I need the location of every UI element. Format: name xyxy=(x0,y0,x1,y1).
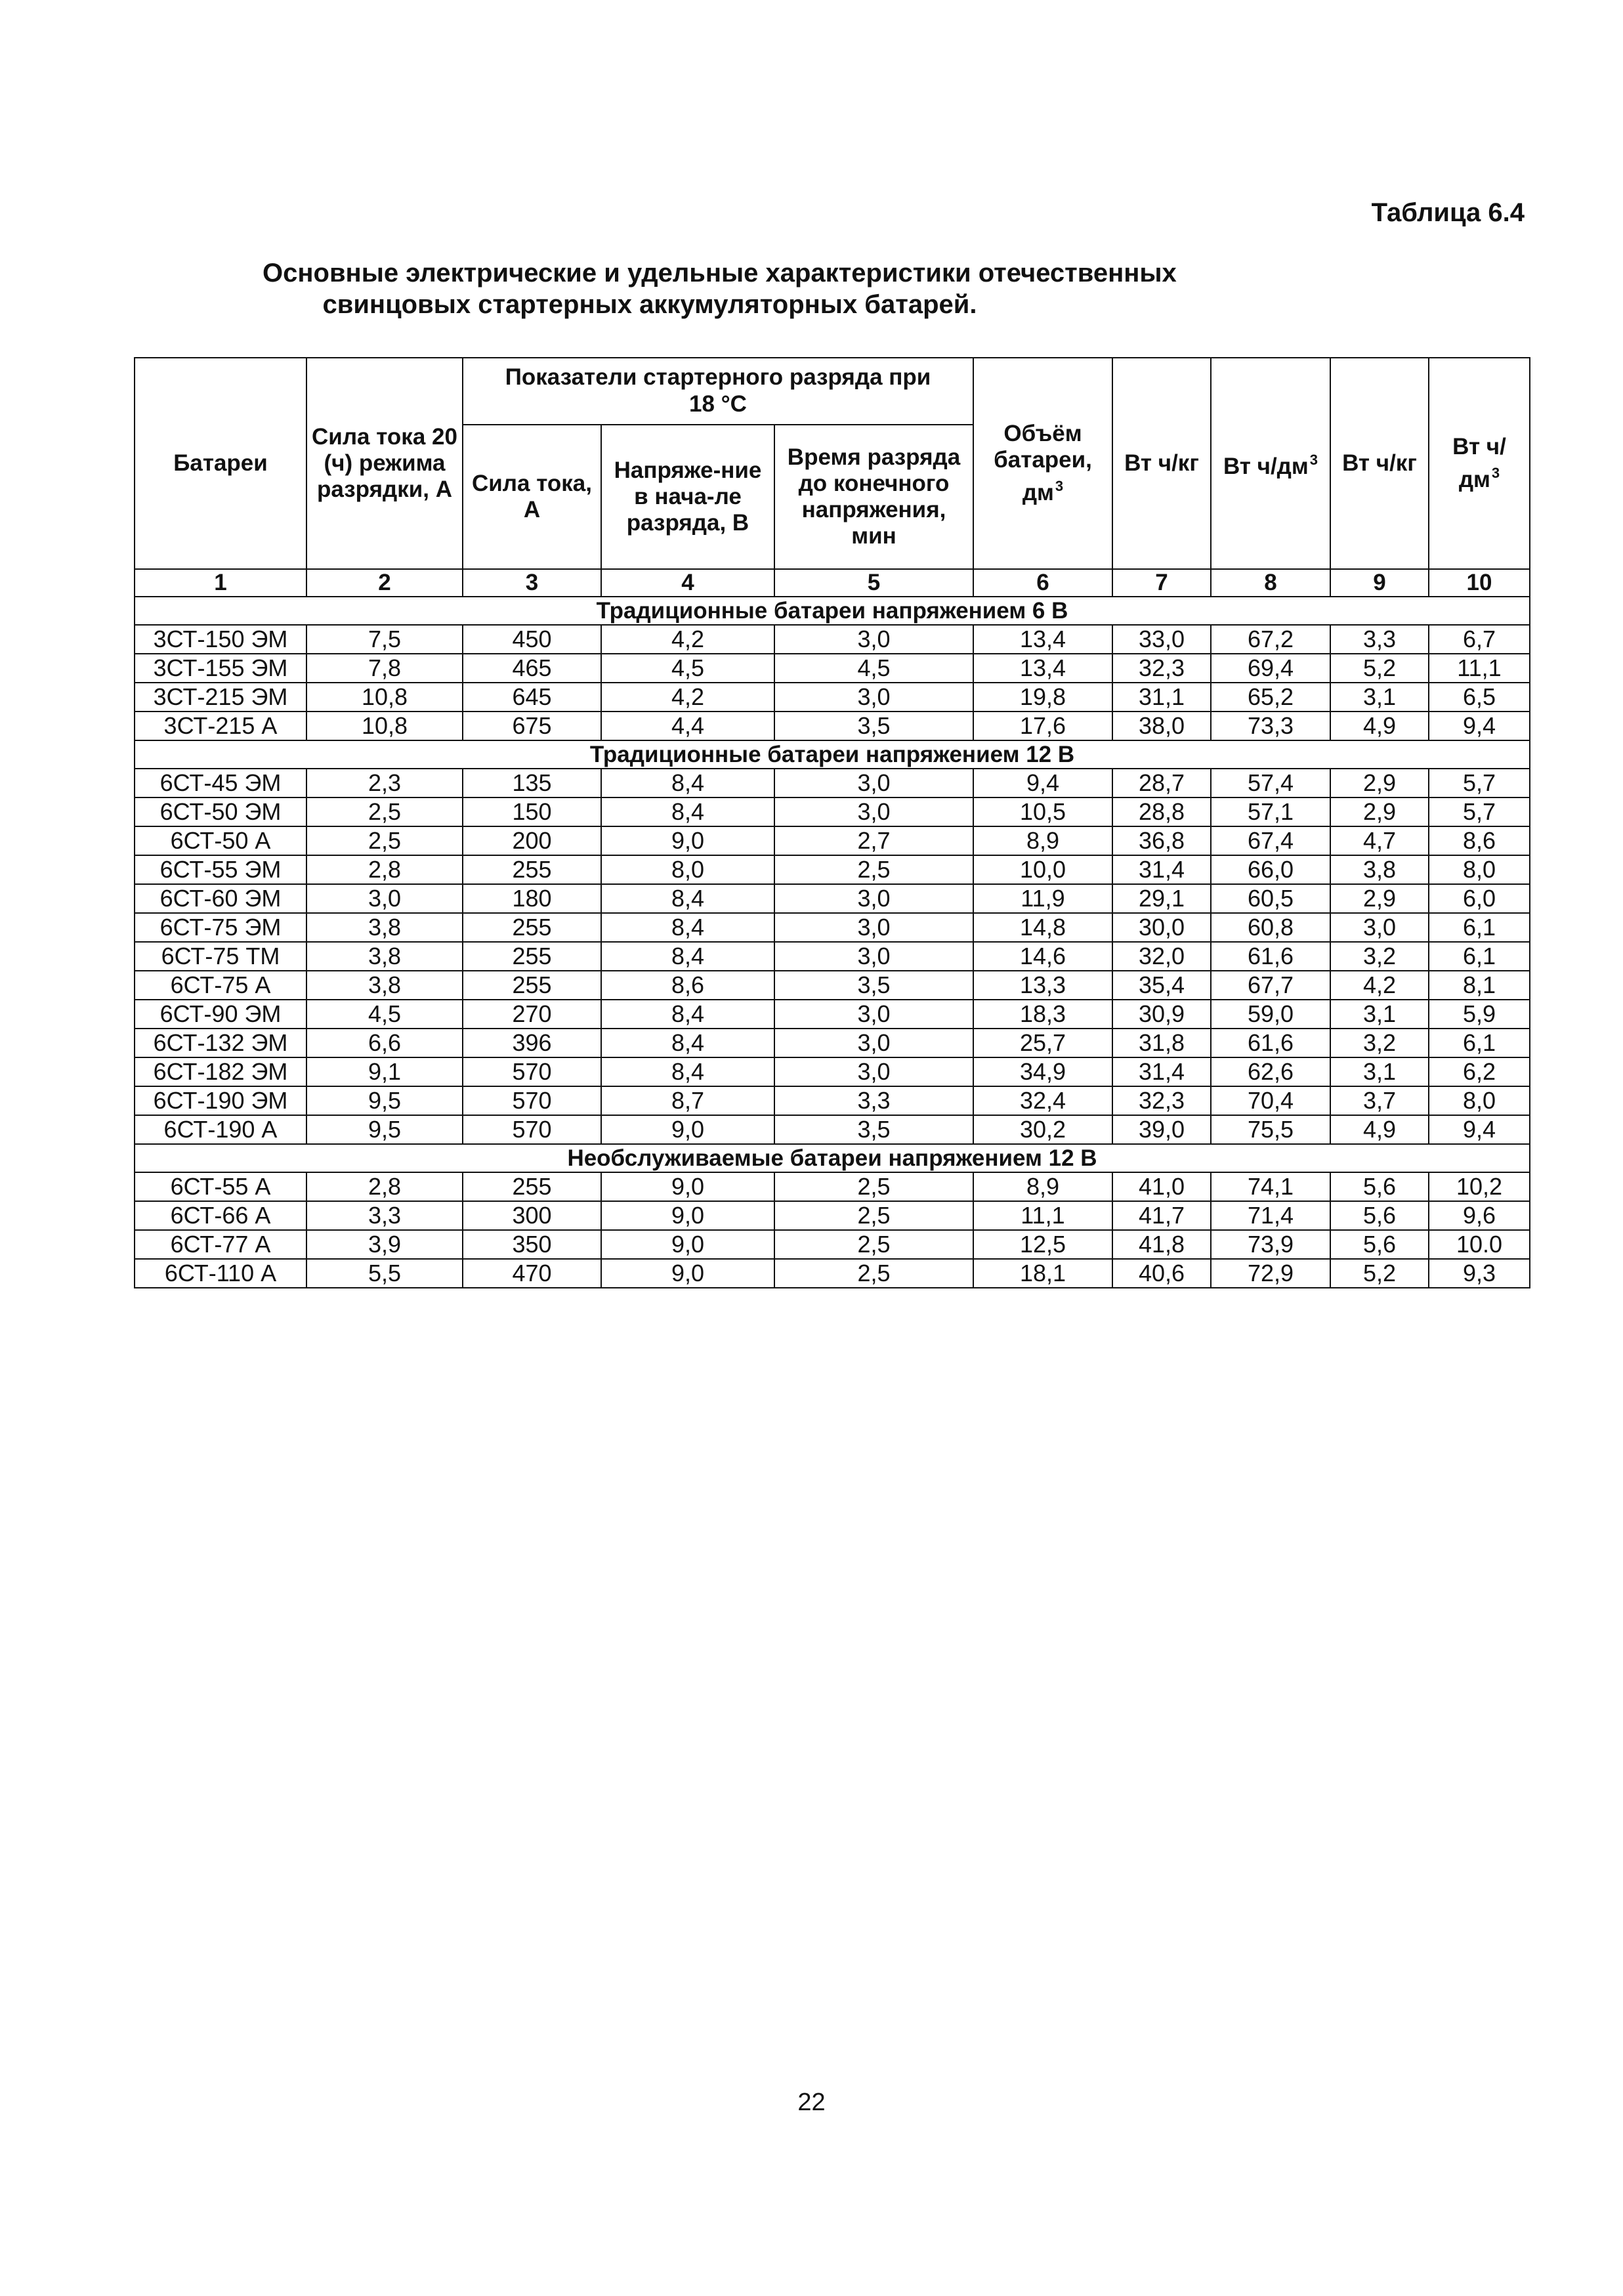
table-cell: 67,2 xyxy=(1211,625,1330,654)
table-cell: 3,0 xyxy=(306,884,463,913)
table-cell: 67,7 xyxy=(1211,971,1330,1000)
header-wh-kg-2: Вт ч/кг xyxy=(1330,358,1429,569)
table-cell: 8,4 xyxy=(601,1029,774,1057)
table-cell: 30,2 xyxy=(973,1115,1112,1144)
table-cell: 3,8 xyxy=(1330,855,1429,884)
table-cell: 3,5 xyxy=(774,712,973,740)
table-cell: 8,0 xyxy=(1429,1086,1530,1115)
table-label: Таблица 6.4 xyxy=(1371,198,1525,227)
table-cell: 3,5 xyxy=(774,971,973,1000)
table-cell: 31,8 xyxy=(1112,1029,1211,1057)
table-cell: 3,2 xyxy=(1330,942,1429,971)
battery-model: 6СТ-190 ЭМ xyxy=(135,1086,306,1115)
table-cell: 200 xyxy=(463,826,601,855)
battery-model: 6СТ-75 ТМ xyxy=(135,942,306,971)
table-cell: 8,1 xyxy=(1429,971,1530,1000)
table-cell: 5,6 xyxy=(1330,1201,1429,1230)
column-number: 8 xyxy=(1211,569,1330,597)
table-cell: 5,6 xyxy=(1330,1230,1429,1259)
header-wh-dm-1 xyxy=(1211,358,1330,569)
table-cell: 32,4 xyxy=(973,1086,1112,1115)
column-number: 2 xyxy=(306,569,463,597)
table-cell: 2,9 xyxy=(1330,797,1429,826)
table-cell: 570 xyxy=(463,1086,601,1115)
title-line-1: Основные электрические и удельные характеристики отечественных xyxy=(263,259,1177,287)
table-cell: 5,5 xyxy=(306,1259,463,1288)
table-cell: 8,9 xyxy=(973,1172,1112,1201)
table-cell: 2,5 xyxy=(774,1172,973,1201)
table-cell: 57,4 xyxy=(1211,769,1330,797)
table-cell: 73,9 xyxy=(1211,1230,1330,1259)
table-row xyxy=(135,1000,1530,1029)
table-cell: 9,5 xyxy=(306,1115,463,1144)
header-voltage: Напряже-ние в нача-ле разряда, В xyxy=(601,425,774,569)
battery-model: 6СТ-190 А xyxy=(135,1115,306,1144)
table-cell: 6,6 xyxy=(306,1029,463,1057)
table-cell: 7,5 xyxy=(306,625,463,654)
battery-model: 6СТ-45 ЭМ xyxy=(135,769,306,797)
table-cell: 6,1 xyxy=(1429,913,1530,942)
header-time: Время разряда до конечного напряжения, мин xyxy=(774,425,973,569)
table-cell: 645 xyxy=(463,683,601,712)
table-cell: 9,3 xyxy=(1429,1259,1530,1288)
table-row xyxy=(135,971,1530,1000)
table-row xyxy=(135,942,1530,971)
battery-model: 3СТ-150 ЭМ xyxy=(135,625,306,654)
table-cell: 8,4 xyxy=(601,942,774,971)
column-number: 10 xyxy=(1429,569,1530,597)
table-row xyxy=(135,1086,1530,1115)
table-cell: 6,7 xyxy=(1429,625,1530,654)
table-cell: 74,1 xyxy=(1211,1172,1330,1201)
section-title: Необслуживаемые батареи напряжением 12 В xyxy=(135,1144,1530,1172)
battery-model: 6СТ-50 А xyxy=(135,826,306,855)
header-wh-dm-1-text: Вт ч/дм xyxy=(1223,454,1309,479)
table-row xyxy=(135,1057,1530,1086)
table-cell: 8,7 xyxy=(601,1086,774,1115)
table-cell: 28,7 xyxy=(1112,769,1211,797)
table-cell: 6,2 xyxy=(1429,1057,1530,1086)
table-cell: 10,2 xyxy=(1429,1172,1530,1201)
header-starter-temperature: 18 °С xyxy=(689,391,747,417)
table-cell: 9,0 xyxy=(601,1201,774,1230)
column-number: 4 xyxy=(601,569,774,597)
table-cell: 14,6 xyxy=(973,942,1112,971)
battery-characteristics-table xyxy=(134,357,1530,1288)
table-cell: 396 xyxy=(463,1029,601,1057)
battery-model: 6СТ-55 ЭМ xyxy=(135,855,306,884)
table-cell: 3,0 xyxy=(774,1000,973,1029)
table-cell: 9,4 xyxy=(1429,712,1530,740)
table-cell: 65,2 xyxy=(1211,683,1330,712)
table-cell: 11,9 xyxy=(973,884,1112,913)
column-number: 1 xyxy=(135,569,306,597)
table-cell: 35,4 xyxy=(1112,971,1211,1000)
table-cell: 465 xyxy=(463,654,601,683)
table-cell: 41,7 xyxy=(1112,1201,1211,1230)
column-numbers-row xyxy=(135,569,1530,597)
table-cell: 32,3 xyxy=(1112,1086,1211,1115)
table-cell: 8,4 xyxy=(601,913,774,942)
table-cell: 32,0 xyxy=(1112,942,1211,971)
battery-model: 3СТ-155 ЭМ xyxy=(135,654,306,683)
table-cell: 9,0 xyxy=(601,826,774,855)
battery-model: 6СТ-75 ЭМ xyxy=(135,913,306,942)
table-cell: 570 xyxy=(463,1115,601,1144)
table-cell: 135 xyxy=(463,769,601,797)
table-cell: 9,5 xyxy=(306,1086,463,1115)
table-cell: 59,0 xyxy=(1211,1000,1330,1029)
section-row xyxy=(135,740,1530,769)
table-cell: 13,3 xyxy=(973,971,1112,1000)
table-cell: 8,0 xyxy=(1429,855,1530,884)
battery-model: 6СТ-50 ЭМ xyxy=(135,797,306,826)
table-cell: 2,8 xyxy=(306,1172,463,1201)
table-cell: 2,7 xyxy=(774,826,973,855)
header-batteries: Батареи xyxy=(135,358,306,569)
table-cell: 570 xyxy=(463,1057,601,1086)
table-cell: 2,5 xyxy=(774,1201,973,1230)
table-cell: 12,5 xyxy=(973,1230,1112,1259)
table-cell: 3,8 xyxy=(306,913,463,942)
table-cell: 4,9 xyxy=(1330,1115,1429,1144)
table-cell: 69,4 xyxy=(1211,654,1330,683)
table-cell: 13,4 xyxy=(973,654,1112,683)
table-cell: 2,8 xyxy=(306,855,463,884)
table-cell: 4,9 xyxy=(1330,712,1429,740)
table-cell: 60,5 xyxy=(1211,884,1330,913)
table-cell: 2,9 xyxy=(1330,769,1429,797)
battery-model: 3СТ-215 А xyxy=(135,712,306,740)
table-cell: 2,5 xyxy=(774,855,973,884)
table-cell: 3,0 xyxy=(774,913,973,942)
table-cell: 66,0 xyxy=(1211,855,1330,884)
table-cell: 61,6 xyxy=(1211,1029,1330,1057)
table-cell: 71,4 xyxy=(1211,1201,1330,1230)
table-cell: 3,8 xyxy=(306,942,463,971)
table-row xyxy=(135,625,1530,654)
table-row xyxy=(135,654,1530,683)
table-cell: 3,1 xyxy=(1330,1000,1429,1029)
table-cell: 38,0 xyxy=(1112,712,1211,740)
table-cell: 39,0 xyxy=(1112,1115,1211,1144)
table-cell: 9,6 xyxy=(1429,1201,1530,1230)
table-row xyxy=(135,1029,1530,1057)
battery-model: 6СТ-77 А xyxy=(135,1230,306,1259)
table-cell: 31,4 xyxy=(1112,1057,1211,1086)
table-cell: 9,4 xyxy=(1429,1115,1530,1144)
table-cell: 255 xyxy=(463,942,601,971)
header-wh-dm-2 xyxy=(1429,358,1530,569)
header-volume-sup: 3 xyxy=(1055,478,1064,494)
header-wh-dm-2-sup: 3 xyxy=(1491,465,1500,481)
header-volume xyxy=(973,358,1112,569)
table-cell: 33,0 xyxy=(1112,625,1211,654)
table-cell: 5,2 xyxy=(1330,1259,1429,1288)
table-cell: 2,5 xyxy=(774,1259,973,1288)
table-cell: 3,2 xyxy=(1330,1029,1429,1057)
table-cell: 3,3 xyxy=(774,1086,973,1115)
table-cell: 3,9 xyxy=(306,1230,463,1259)
table-cell: 4,4 xyxy=(601,712,774,740)
table-cell: 8,4 xyxy=(601,769,774,797)
table-cell: 67,4 xyxy=(1211,826,1330,855)
table-cell: 300 xyxy=(463,1201,601,1230)
battery-model: 6СТ-182 ЭМ xyxy=(135,1057,306,1086)
battery-model: 6СТ-132 ЭМ xyxy=(135,1029,306,1057)
table-cell: 8,4 xyxy=(601,1057,774,1086)
table-cell: 5,2 xyxy=(1330,654,1429,683)
table-cell: 60,8 xyxy=(1211,913,1330,942)
table-cell: 4,7 xyxy=(1330,826,1429,855)
table-cell: 41,0 xyxy=(1112,1172,1211,1201)
table-cell: 255 xyxy=(463,1172,601,1201)
table-cell: 255 xyxy=(463,913,601,942)
column-number: 7 xyxy=(1112,569,1211,597)
document-title xyxy=(263,257,1177,320)
header-current: Сила тока, А xyxy=(463,425,601,569)
table-cell: 2,3 xyxy=(306,769,463,797)
table-cell: 6,5 xyxy=(1429,683,1530,712)
table-cell: 31,4 xyxy=(1112,855,1211,884)
table-row xyxy=(135,1172,1530,1201)
column-number: 6 xyxy=(973,569,1112,597)
table-cell: 8,6 xyxy=(601,971,774,1000)
table-cell: 75,5 xyxy=(1211,1115,1330,1144)
table-row xyxy=(135,1201,1530,1230)
table-cell: 11,1 xyxy=(973,1201,1112,1230)
table-cell: 255 xyxy=(463,855,601,884)
section-title: Традиционные батареи напряжением 6 В xyxy=(135,597,1530,625)
table-cell: 8,0 xyxy=(601,855,774,884)
header-wh-kg-1: Вт ч/кг xyxy=(1112,358,1211,569)
table-row xyxy=(135,1230,1530,1259)
table-cell: 3,0 xyxy=(774,1057,973,1086)
table-cell: 9,0 xyxy=(601,1115,774,1144)
table-cell: 30,0 xyxy=(1112,913,1211,942)
table-row xyxy=(135,855,1530,884)
table-cell: 40,6 xyxy=(1112,1259,1211,1288)
title-line-2: свинцовых стартерных аккумуляторных батарей. xyxy=(322,290,977,319)
table-cell: 3,0 xyxy=(774,683,973,712)
table-cell: 30,9 xyxy=(1112,1000,1211,1029)
header-wh-dm-2-text: Вт ч/дм xyxy=(1452,434,1506,492)
battery-model: 6СТ-66 А xyxy=(135,1201,306,1230)
table-cell: 3,0 xyxy=(774,942,973,971)
table-cell: 3,5 xyxy=(774,1115,973,1144)
table-cell: 13,4 xyxy=(973,625,1112,654)
table-cell: 150 xyxy=(463,797,601,826)
table-body xyxy=(135,569,1530,1288)
table-row xyxy=(135,797,1530,826)
table-cell: 4,2 xyxy=(1330,971,1429,1000)
table-cell: 255 xyxy=(463,971,601,1000)
table-cell: 9,0 xyxy=(601,1230,774,1259)
table-cell: 5,7 xyxy=(1429,797,1530,826)
table-row xyxy=(135,1259,1530,1288)
table-cell: 61,6 xyxy=(1211,942,1330,971)
table-cell: 4,5 xyxy=(601,654,774,683)
table-cell: 28,8 xyxy=(1112,797,1211,826)
section-row xyxy=(135,597,1530,625)
table-cell: 10,5 xyxy=(973,797,1112,826)
table-cell: 350 xyxy=(463,1230,601,1259)
table-cell: 3,3 xyxy=(1330,625,1429,654)
table-cell: 3,7 xyxy=(1330,1086,1429,1115)
table-cell: 3,8 xyxy=(306,971,463,1000)
table-cell: 18,3 xyxy=(973,1000,1112,1029)
table-cell: 8,9 xyxy=(973,826,1112,855)
section-row xyxy=(135,1144,1530,1172)
table-cell: 2,5 xyxy=(306,826,463,855)
table-cell: 2,5 xyxy=(774,1230,973,1259)
table-row xyxy=(135,913,1530,942)
page-number: 22 xyxy=(797,2089,826,2116)
header-wh-dm-1-sup: 3 xyxy=(1309,452,1318,468)
table-cell: 675 xyxy=(463,712,601,740)
table-cell: 11,1 xyxy=(1429,654,1530,683)
table-cell: 8,4 xyxy=(601,1000,774,1029)
header-volume-text: Объём батареи, дм xyxy=(994,421,1092,505)
table-cell: 32,3 xyxy=(1112,654,1211,683)
table-cell: 3,0 xyxy=(774,884,973,913)
table-cell: 10.0 xyxy=(1429,1230,1530,1259)
table-cell: 14,8 xyxy=(973,913,1112,942)
section-title: Традиционные батареи напряжением 12 В xyxy=(135,740,1530,769)
table-cell: 3,0 xyxy=(774,1029,973,1057)
table-cell: 3,0 xyxy=(774,625,973,654)
table-row xyxy=(135,884,1530,913)
table-cell: 7,8 xyxy=(306,654,463,683)
table-cell: 31,1 xyxy=(1112,683,1211,712)
header-current-20h: Сила тока 20 (ч) режима разрядки, А xyxy=(306,358,463,569)
table-cell: 34,9 xyxy=(973,1057,1112,1086)
table-cell: 70,4 xyxy=(1211,1086,1330,1115)
table-cell: 4,5 xyxy=(774,654,973,683)
table-cell: 270 xyxy=(463,1000,601,1029)
table-cell: 18,1 xyxy=(973,1259,1112,1288)
column-number: 3 xyxy=(463,569,601,597)
table-cell: 5,7 xyxy=(1429,769,1530,797)
table-cell: 3,0 xyxy=(774,769,973,797)
table-cell: 4,2 xyxy=(601,625,774,654)
table-cell: 2,9 xyxy=(1330,884,1429,913)
header-starter-discharge xyxy=(463,358,973,425)
table-cell: 9,1 xyxy=(306,1057,463,1086)
column-number: 9 xyxy=(1330,569,1429,597)
table-cell: 3,0 xyxy=(1330,913,1429,942)
table-cell: 19,8 xyxy=(973,683,1112,712)
table-cell: 3,3 xyxy=(306,1201,463,1230)
table-row xyxy=(135,826,1530,855)
table-cell: 29,1 xyxy=(1112,884,1211,913)
table-cell: 4,2 xyxy=(601,683,774,712)
column-number: 5 xyxy=(774,569,973,597)
header-starter-text: Показатели стартерного разряда при xyxy=(505,364,931,390)
table-cell: 9,0 xyxy=(601,1259,774,1288)
table-cell: 6,0 xyxy=(1429,884,1530,913)
table-cell: 10,8 xyxy=(306,683,463,712)
table-cell: 2,5 xyxy=(306,797,463,826)
table-cell: 450 xyxy=(463,625,601,654)
table-cell: 72,9 xyxy=(1211,1259,1330,1288)
table-cell: 9,4 xyxy=(973,769,1112,797)
table-cell: 470 xyxy=(463,1259,601,1288)
table-cell: 10,8 xyxy=(306,712,463,740)
table-cell: 3,1 xyxy=(1330,683,1429,712)
table-cell: 4,5 xyxy=(306,1000,463,1029)
table-cell: 8,4 xyxy=(601,797,774,826)
table-cell: 6,1 xyxy=(1429,1029,1530,1057)
table-cell: 3,0 xyxy=(774,797,973,826)
table-cell: 3,1 xyxy=(1330,1057,1429,1086)
battery-model: 6СТ-75 А xyxy=(135,971,306,1000)
table-cell: 57,1 xyxy=(1211,797,1330,826)
table-cell: 10,0 xyxy=(973,855,1112,884)
table-row xyxy=(135,769,1530,797)
table-cell: 73,3 xyxy=(1211,712,1330,740)
table-cell: 9,0 xyxy=(601,1172,774,1201)
table-row xyxy=(135,712,1530,740)
battery-model: 6СТ-55 А xyxy=(135,1172,306,1201)
table-cell: 8,4 xyxy=(601,884,774,913)
table-cell: 8,6 xyxy=(1429,826,1530,855)
table-cell: 5,9 xyxy=(1429,1000,1530,1029)
table-cell: 25,7 xyxy=(973,1029,1112,1057)
table-cell: 180 xyxy=(463,884,601,913)
table-cell: 6,1 xyxy=(1429,942,1530,971)
battery-model: 6СТ-60 ЭМ xyxy=(135,884,306,913)
table-row xyxy=(135,1115,1530,1144)
table-cell: 17,6 xyxy=(973,712,1112,740)
table-cell: 5,6 xyxy=(1330,1172,1429,1201)
table-cell: 62,6 xyxy=(1211,1057,1330,1086)
table-cell: 36,8 xyxy=(1112,826,1211,855)
battery-model: 6СТ-90 ЭМ xyxy=(135,1000,306,1029)
battery-model: 6СТ-110 А xyxy=(135,1259,306,1288)
battery-model: 3СТ-215 ЭМ xyxy=(135,683,306,712)
table-row xyxy=(135,683,1530,712)
table-cell: 41,8 xyxy=(1112,1230,1211,1259)
